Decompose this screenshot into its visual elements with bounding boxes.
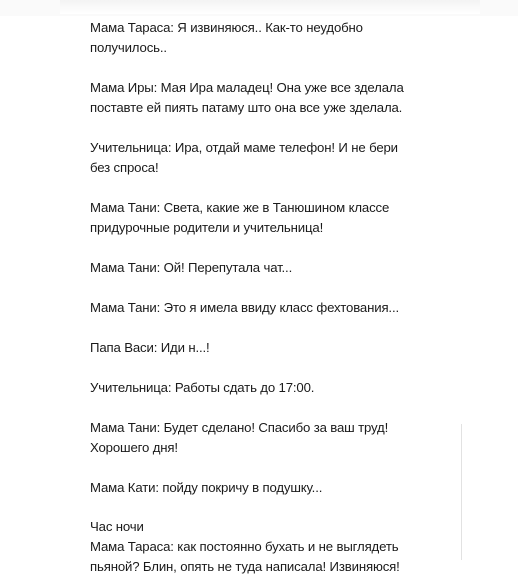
message-5: Мама Тани: Ой! Перепутала чат... <box>90 260 293 275</box>
message-9: Мама Тани: Будет сделано! Спасибо за ваш труд! Хорошего дня! <box>90 420 389 455</box>
chat-text <box>90 18 450 577</box>
top-shadow <box>60 0 480 14</box>
message-11: Час ночи Мама Тараса: как постоянно бухать и не выглядеть пьяной? Блин, опять не туда написала! Извиняюся! <box>90 519 400 574</box>
message-7: Папа Васи: Иди н...! <box>90 340 210 355</box>
panel-edge <box>461 424 462 560</box>
message-3: Учительница: Ира, отдай маме телефон! И не бери без спроса! <box>90 140 398 175</box>
message-2: Мама Иры: Мая Ира маладец! Она уже все зделала поставте ей пиять патаму што она все уже зделала. <box>90 80 404 115</box>
message-6: Мама Тани: Это я имела ввиду класс фехтования... <box>90 300 399 315</box>
message-1: Мама Тараса: Я извиняюся.. Как-то неудобно получилось.. <box>90 20 363 55</box>
message-4: Мама Тани: Света, какие же в Танюшином классе придурочные родители и учительница! <box>90 200 390 235</box>
message-8: Учительница: Работы сдать до 17:00. <box>90 380 315 395</box>
message-10: Мама Кати: пойду покричу в подушку... <box>90 480 323 495</box>
